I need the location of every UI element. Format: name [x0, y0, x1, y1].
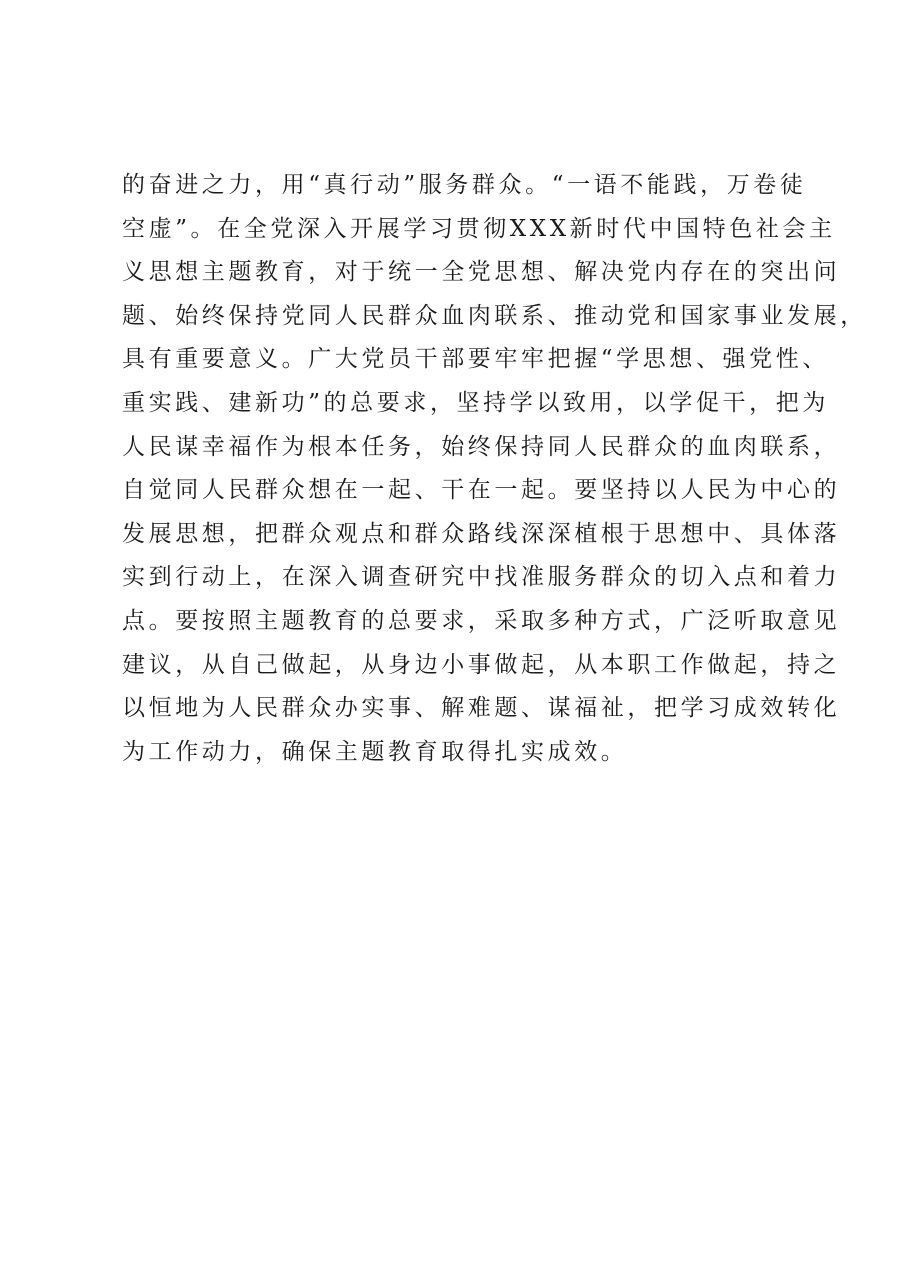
text-line: 题、始终保持党同人民群众血肉联系、推动党和国家事业发展，: [122, 302, 867, 329]
text-line: 以恒地为人民群众办实事、解难题、谋福祉，把学习成效转化: [122, 695, 841, 722]
text-line: 建议，从自己做起，从身边小事做起，从本职工作做起，持之: [122, 651, 841, 678]
text-line: 人民谋幸福作为根本任务，始终保持同人民群众的血肉联系，: [122, 433, 841, 460]
text-line: 发展思想，把群众观点和群众路线深深植根于思想中、具体落: [122, 520, 841, 547]
text-line: 自觉同人民群众想在一起、干在一起。要坚持以人民为中心的: [122, 477, 841, 504]
text-line: 点。要按照主题教育的总要求，采取多种方式，广泛听取意见: [122, 607, 841, 634]
text-line: 空虚”。在全党深入开展学习贯彻XXX新时代中国特色社会主: [122, 215, 836, 242]
text-line: 具有重要意义。广大党员干部要牢牢把握“学思想、强党性、: [122, 346, 829, 373]
text-line: 为工作动力，确保主题教育取得扎实成效。: [122, 738, 628, 765]
text-line: 实到行动上，在深入调查研究中找准服务群众的切入点和着力: [122, 564, 841, 591]
text-line: 重实践、建新功”的总要求，坚持学以致用，以学促干，把为: [122, 389, 829, 416]
body-paragraph: [122, 164, 867, 774]
text-line: 的奋进之力，用“真行动”服务群众。“一语不能践，万卷徒: [122, 172, 807, 198]
text-line: 义思想主题教育，对于统一全党思想、解决党内存在的突出问: [122, 259, 841, 286]
